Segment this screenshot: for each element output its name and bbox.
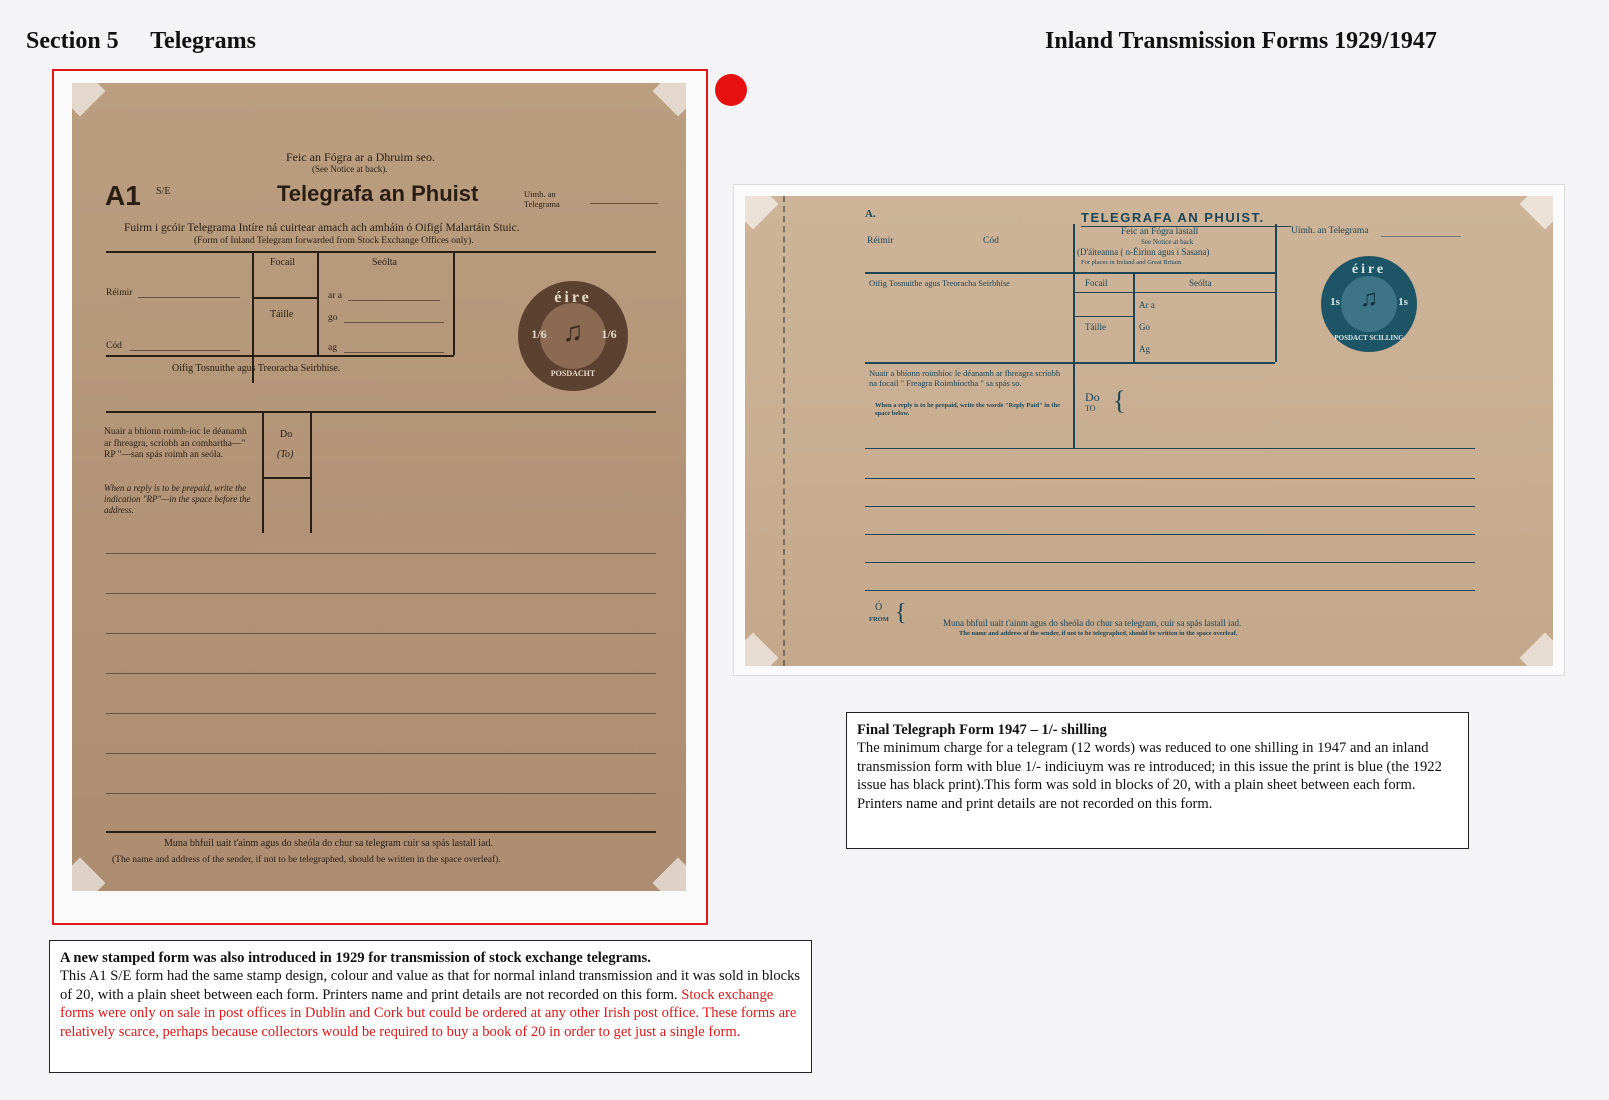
uimh-label: Uimh. an Telegrama	[1291, 226, 1369, 236]
footer-irish: Muna bhfuil uait t'ainm agus do sheóla do chur sa telegram, cuir sa spás lastall iad.	[943, 618, 1242, 628]
office-label: Oifig Tosnuithe agus Treoracha Seirbhíse.	[172, 363, 341, 374]
to-label: TO	[1085, 404, 1096, 413]
cod-label: Cód	[106, 341, 122, 351]
stamp-inscription: POSDACHT	[550, 369, 596, 378]
caption-1947-body: The minimum charge for a telegram (12 words) was reduced to one shilling in 1947 and an inland transmission form with blue 1/- indiciuym was re introduced; in this issue the print is blue (the 1922 issue has black print).This form was sold in blocks of 20, with a plain sheet between each form.	[857, 740, 1442, 794]
harp-stamp-1s	[1321, 256, 1417, 352]
a1-telegram-form	[72, 83, 686, 891]
ar-a-label: Ar a	[1139, 300, 1155, 310]
caption-1947-title: Final Telegraph Form 1947 – 1/- shilling	[857, 722, 1107, 738]
brace-icon: {	[1113, 386, 1126, 415]
form-title: Telegrafa an Phuist	[277, 181, 479, 206]
red-marker-dot	[715, 74, 747, 106]
section-header	[26, 28, 256, 55]
footer-english: (The name and address of the sender, if not to be telegraphed, should be written in the space overleaf).	[112, 855, 501, 865]
reply-note-irish: Nuair a bhíonn roimhíoc le déanamh ar fhreagra scríobh na focail " Freagra Roimhíoctha " sa spás so.	[869, 368, 1061, 388]
section-number: Section 5	[26, 28, 119, 54]
do-label: Do	[1085, 390, 1100, 404]
from-label: FROM	[869, 616, 889, 623]
taille-label: Táille	[1085, 322, 1106, 332]
form-code: A1	[105, 180, 141, 211]
to-label: (To)	[277, 449, 294, 460]
seolta-label: Seólta	[1189, 278, 1212, 288]
caption-1947-printers-note: Printers name and print details are not recorded on this form.	[857, 795, 1213, 812]
photo-corner	[72, 83, 105, 116]
photo-corner	[653, 83, 686, 116]
uimh-label: Uimh. an Telegrama	[524, 189, 560, 209]
reply-note-english: When a reply is to be prepaid, write the indication "RP"—in the space before the address.	[104, 483, 251, 515]
photo-corner	[1520, 196, 1553, 229]
form-code-suffix: S/E	[156, 186, 171, 197]
caption-a1-form	[49, 940, 812, 1073]
photo-corner	[745, 196, 778, 229]
places-irish: (D'áiteanna ( n-Éirinn agus i Sasana)	[1077, 247, 1210, 257]
stamp-inscription: POSDACT SCILLING	[1334, 334, 1404, 342]
subtitle-irish: Fuirm i gcóir Telegrama Intíre ná cuirtear amach ach amháin ó Oifigí Malartáin Stuic.	[124, 222, 520, 234]
caption-a1-body-red: Stock exchange forms were only on sale in post offices in Dublin and Cork but could be ordered at any other Irish post office. These forms are relatively scarce, perhaps because collectors would be required to buy a book of 20 in order to get just a single form.	[60, 986, 797, 1040]
seolta-label: Seólta	[372, 257, 397, 268]
notice-english: See Notice at back	[1141, 238, 1194, 246]
footer-english: The name and address of the sender, if not to be telegraphed, should be written in the space overleaf.	[959, 630, 1238, 637]
notice-irish: Feic an Fógra ar a Dhruim seo.	[286, 150, 435, 164]
stamp-value-right: 1/6	[601, 327, 617, 341]
ar-a-label: ar a	[328, 291, 342, 301]
reimir-label: Réimir	[106, 288, 133, 298]
stamp-value-left: 1s	[1330, 296, 1340, 308]
brace-icon: {	[895, 600, 907, 626]
page-title: Inland Transmission Forms 1929/1947	[1045, 28, 1437, 54]
form-title: TELEGRAFA AN PHUIST.	[1081, 210, 1265, 225]
ag-label: Ag	[1139, 344, 1150, 354]
notice-irish: Feic an Fógra lastall	[1121, 227, 1199, 237]
harp-stamp-1-6	[518, 281, 628, 391]
stamp-country: éire	[1351, 262, 1387, 277]
from-irish: Ó	[875, 602, 883, 613]
photo-corner	[1520, 633, 1553, 666]
telegram-form-1947	[745, 196, 1553, 666]
subtitle-english: (Form of Inland Telegram forwarded from Stock Exchange Offices only).	[194, 236, 474, 246]
focail-label: Focail	[1085, 278, 1108, 288]
go-label: go	[328, 313, 338, 323]
footer-irish: Muna bhfuil uait t'ainm agus do sheóla do chur sa telegram cuir sa spás lastall iad.	[164, 838, 493, 849]
perforation-edge	[783, 196, 788, 666]
section-topic: Telegrams	[150, 28, 257, 54]
caption-a1-title: A new stamped form was also introduced in 1929 for transmission of stock exchange telegrams.	[60, 950, 651, 966]
ag-label: ag	[328, 343, 337, 353]
do-label: Do	[280, 429, 293, 440]
taille-label: Táille	[270, 309, 294, 320]
form-code: A.	[865, 208, 876, 220]
stamp-value-right: 1s	[1398, 296, 1408, 308]
caption-a1-body: This A1 S/E form had the same stamp design, colour and value as that for normal inland transmission and it was sold in blocks of 20, with a plain sheet between each form. Printers name and print details are not recorded on this form.	[60, 968, 801, 1003]
places-english: For places in Ireland and Great Britain	[1081, 259, 1182, 266]
reimir-label: Réimir	[867, 236, 894, 246]
stamp-value-left: 1/6	[531, 327, 547, 341]
photo-corner	[745, 633, 778, 666]
reply-note-irish: Nuair a bhíonn roimh-íoc le déanamh ar fhreagra, scríobh an comhartha—" RP "—san spás roimh an seóla.	[104, 427, 247, 460]
go-label: Go	[1139, 322, 1150, 332]
reply-note-english: When a reply is to be prepaid, write the words "Reply Paid" in the space below.	[875, 402, 1061, 417]
stamp-country: éire	[554, 289, 592, 306]
notice-english: (See Notice at back).	[312, 164, 388, 174]
photo-corner	[653, 858, 686, 891]
harp-icon: ♫	[1360, 286, 1378, 312]
cod-label: Cód	[983, 236, 999, 246]
focail-label: Focail	[270, 257, 295, 268]
photo-corner	[72, 858, 105, 891]
caption-1947-form	[846, 712, 1469, 849]
harp-icon: ♫	[562, 317, 584, 348]
office-label: Oifig Tosnuithe agus Treoracha Seirbhíse	[869, 278, 1010, 288]
